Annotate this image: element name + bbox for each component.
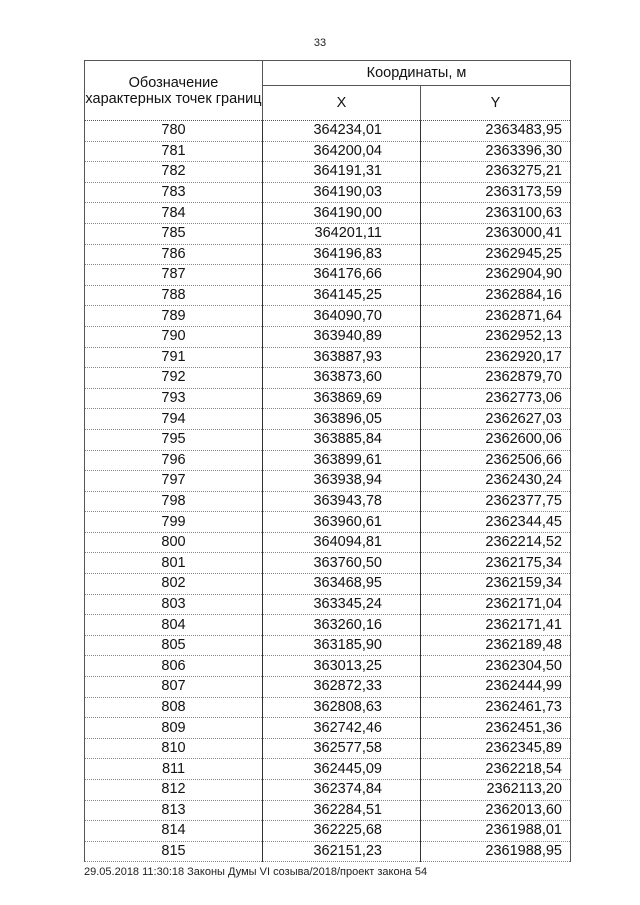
- table-row: [85, 141, 571, 162]
- table-row: [85, 512, 571, 533]
- x-coordinate-cell: 363013,25: [263, 656, 421, 677]
- point-number-cell: 813: [85, 800, 263, 821]
- y-coordinate-cell: 2362451,36: [421, 718, 571, 739]
- point-number-cell: 783: [85, 182, 263, 203]
- page-number: 33: [313, 37, 327, 49]
- table-row: [85, 697, 571, 718]
- x-coordinate-cell: 362808,63: [263, 697, 421, 718]
- y-coordinate-cell: 2362506,66: [421, 450, 571, 471]
- point-number-cell: 800: [85, 532, 263, 553]
- point-number-cell: 781: [85, 141, 263, 162]
- y-coordinate-cell: 2362214,52: [421, 532, 571, 553]
- x-coordinate-cell: 363345,24: [263, 594, 421, 615]
- x-coordinate-cell: 364090,70: [263, 306, 421, 327]
- x-coordinate-cell: 364196,83: [263, 244, 421, 265]
- y-coordinate-cell: 2362304,50: [421, 656, 571, 677]
- table-row: [85, 244, 571, 265]
- point-number-cell: 804: [85, 615, 263, 636]
- y-coordinate-cell: 2363100,63: [421, 203, 571, 224]
- y-coordinate-cell: 2362871,64: [421, 306, 571, 327]
- y-coordinate-cell: 2362113,20: [421, 780, 571, 801]
- table-row: [85, 162, 571, 183]
- header-coordinates: Координаты, м: [263, 61, 571, 86]
- x-coordinate-cell: 364234,01: [263, 121, 421, 142]
- point-number-cell: 793: [85, 388, 263, 409]
- x-coordinate-cell: 362225,68: [263, 821, 421, 842]
- table-row: [85, 368, 571, 389]
- table-row: [85, 759, 571, 780]
- y-coordinate-cell: 2362345,89: [421, 738, 571, 759]
- table-row: [85, 265, 571, 286]
- y-coordinate-cell: 2362171,41: [421, 615, 571, 636]
- point-number-cell: 782: [85, 162, 263, 183]
- y-coordinate-cell: 2362430,24: [421, 471, 571, 492]
- table-row: [85, 635, 571, 656]
- x-coordinate-cell: 363185,90: [263, 635, 421, 656]
- x-coordinate-cell: 363940,89: [263, 326, 421, 347]
- table-row: [85, 738, 571, 759]
- point-number-cell: 791: [85, 347, 263, 368]
- table-row: [85, 532, 571, 553]
- table-row: [85, 841, 571, 862]
- point-number-cell: 786: [85, 244, 263, 265]
- y-coordinate-cell: 2362884,16: [421, 285, 571, 306]
- point-number-cell: 784: [85, 203, 263, 224]
- table-row: [85, 388, 571, 409]
- point-number-cell: 790: [85, 326, 263, 347]
- point-number-cell: 789: [85, 306, 263, 327]
- table-row: [85, 429, 571, 450]
- table-row: [85, 121, 571, 142]
- table-row: [85, 800, 571, 821]
- x-coordinate-cell: 362445,09: [263, 759, 421, 780]
- point-number-cell: 806: [85, 656, 263, 677]
- x-coordinate-cell: 363943,78: [263, 491, 421, 512]
- point-number-cell: 780: [85, 121, 263, 142]
- y-coordinate-cell: 2362344,45: [421, 512, 571, 533]
- y-coordinate-cell: 2361988,01: [421, 821, 571, 842]
- table-row: [85, 285, 571, 306]
- table-row: [85, 574, 571, 595]
- x-coordinate-cell: 363468,95: [263, 574, 421, 595]
- y-coordinate-cell: 2362461,73: [421, 697, 571, 718]
- table-row: [85, 821, 571, 842]
- point-number-cell: 803: [85, 594, 263, 615]
- header-point-designation: Обозначение характерных точек границ: [85, 61, 263, 121]
- table-row: [85, 471, 571, 492]
- x-coordinate-cell: 363887,93: [263, 347, 421, 368]
- y-coordinate-cell: 2362175,34: [421, 553, 571, 574]
- y-coordinate-cell: 2362945,25: [421, 244, 571, 265]
- table-row: [85, 450, 571, 471]
- point-number-cell: 801: [85, 553, 263, 574]
- point-number-cell: 796: [85, 450, 263, 471]
- y-coordinate-cell: 2362218,54: [421, 759, 571, 780]
- point-number-cell: 810: [85, 738, 263, 759]
- y-coordinate-cell: 2362879,70: [421, 368, 571, 389]
- table-header: [85, 61, 571, 121]
- y-coordinate-cell: 2361988,95: [421, 841, 571, 862]
- point-number-cell: 794: [85, 409, 263, 430]
- table-row: [85, 677, 571, 698]
- y-coordinate-cell: 2362904,90: [421, 265, 571, 286]
- y-coordinate-cell: 2362189,48: [421, 635, 571, 656]
- header-y: Y: [421, 86, 571, 121]
- header-x: X: [263, 86, 421, 121]
- y-coordinate-cell: 2363275,21: [421, 162, 571, 183]
- x-coordinate-cell: 364200,04: [263, 141, 421, 162]
- point-number-cell: 795: [85, 429, 263, 450]
- x-coordinate-cell: 362742,46: [263, 718, 421, 739]
- x-coordinate-cell: 362577,58: [263, 738, 421, 759]
- table-row: [85, 326, 571, 347]
- x-coordinate-cell: 364191,31: [263, 162, 421, 183]
- table-row: [85, 615, 571, 636]
- point-number-cell: 799: [85, 512, 263, 533]
- x-coordinate-cell: 363873,60: [263, 368, 421, 389]
- table-row: [85, 491, 571, 512]
- y-coordinate-cell: 2362773,06: [421, 388, 571, 409]
- point-number-cell: 797: [85, 471, 263, 492]
- coordinates-table: [84, 60, 571, 862]
- point-number-cell: 811: [85, 759, 263, 780]
- x-coordinate-cell: 364176,66: [263, 265, 421, 286]
- y-coordinate-cell: 2362444,99: [421, 677, 571, 698]
- table-row: [85, 182, 571, 203]
- table-row: [85, 347, 571, 368]
- x-coordinate-cell: 362872,33: [263, 677, 421, 698]
- table-row: [85, 306, 571, 327]
- y-coordinate-cell: 2362627,03: [421, 409, 571, 430]
- x-coordinate-cell: 363896,05: [263, 409, 421, 430]
- x-coordinate-cell: 364190,00: [263, 203, 421, 224]
- table-row: [85, 553, 571, 574]
- x-coordinate-cell: 363885,84: [263, 429, 421, 450]
- x-coordinate-cell: 364201,11: [263, 223, 421, 244]
- table-row: [85, 223, 571, 244]
- x-coordinate-cell: 363960,61: [263, 512, 421, 533]
- point-number-cell: 798: [85, 491, 263, 512]
- table-body: [85, 121, 571, 862]
- point-number-cell: 785: [85, 223, 263, 244]
- point-number-cell: 815: [85, 841, 263, 862]
- x-coordinate-cell: 362374,84: [263, 780, 421, 801]
- x-coordinate-cell: 363869,69: [263, 388, 421, 409]
- y-coordinate-cell: 2362952,13: [421, 326, 571, 347]
- point-number-cell: 809: [85, 718, 263, 739]
- x-coordinate-cell: 364145,25: [263, 285, 421, 306]
- x-coordinate-cell: 364094,81: [263, 532, 421, 553]
- table-row: [85, 656, 571, 677]
- y-coordinate-cell: 2362171,04: [421, 594, 571, 615]
- table-row: [85, 409, 571, 430]
- y-coordinate-cell: 2363000,41: [421, 223, 571, 244]
- point-number-cell: 812: [85, 780, 263, 801]
- point-number-cell: 807: [85, 677, 263, 698]
- x-coordinate-cell: 363760,50: [263, 553, 421, 574]
- y-coordinate-cell: 2363396,30: [421, 141, 571, 162]
- point-number-cell: 788: [85, 285, 263, 306]
- point-number-cell: 802: [85, 574, 263, 595]
- point-number-cell: 814: [85, 821, 263, 842]
- y-coordinate-cell: 2363483,95: [421, 121, 571, 142]
- y-coordinate-cell: 2363173,59: [421, 182, 571, 203]
- document-footer: 29.05.2018 11:30:18 Законы Думы VI созыва/2018/проект закона 54: [84, 866, 428, 878]
- table-row: [85, 203, 571, 224]
- x-coordinate-cell: 363899,61: [263, 450, 421, 471]
- x-coordinate-cell: 362151,23: [263, 841, 421, 862]
- point-number-cell: 805: [85, 635, 263, 656]
- point-number-cell: 792: [85, 368, 263, 389]
- y-coordinate-cell: 2362600,06: [421, 429, 571, 450]
- point-number-cell: 808: [85, 697, 263, 718]
- table-row: [85, 594, 571, 615]
- y-coordinate-cell: 2362159,34: [421, 574, 571, 595]
- x-coordinate-cell: 363938,94: [263, 471, 421, 492]
- x-coordinate-cell: 362284,51: [263, 800, 421, 821]
- x-coordinate-cell: 363260,16: [263, 615, 421, 636]
- y-coordinate-cell: 2362013,60: [421, 800, 571, 821]
- point-number-cell: 787: [85, 265, 263, 286]
- x-coordinate-cell: 364190,03: [263, 182, 421, 203]
- y-coordinate-cell: 2362377,75: [421, 491, 571, 512]
- table-row: [85, 718, 571, 739]
- table-row: [85, 780, 571, 801]
- y-coordinate-cell: 2362920,17: [421, 347, 571, 368]
